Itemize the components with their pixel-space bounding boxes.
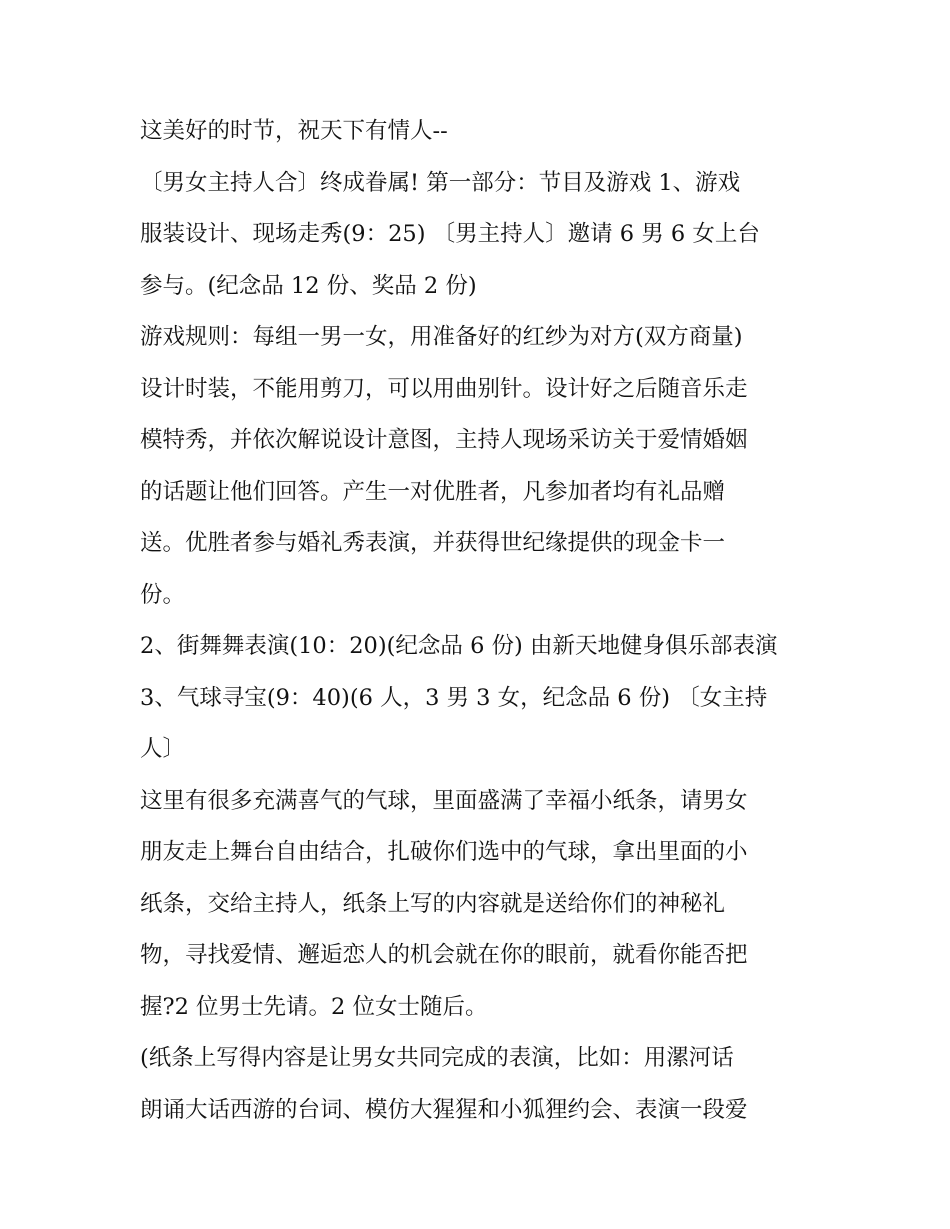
text-line-5: 游戏规则：每组一男一女，用准备好的红纱为对方(双方商量) — [140, 324, 743, 350]
text-line-9: 送。优胜者参与婚礼秀表演，并获得世纪缘提供的现金卡一 — [140, 530, 726, 556]
text-line-19: (纸条上写得内容是让男女共同完成的表演，比如：用漯河话 — [140, 1045, 734, 1071]
text-line-3: 服装设计、现场走秀(9：25) 〔男主持人〕邀请 6 男 6 女上台 — [140, 221, 760, 247]
text-line-1: 这美好的时节，祝天下有情人-- — [140, 118, 448, 144]
text-line-13: 人〕 — [140, 736, 186, 762]
text-line-17: 物，寻找爱情、邂逅恋人的机会就在你的眼前，就看你能否把 — [140, 942, 748, 968]
text-line-18: 握?2 位男士先请。2 位女士随后。 — [140, 993, 488, 1020]
document-body — [140, 106, 830, 1136]
text-line-6: 设计时装，不能用剪刀，可以用曲别针。设计好之后随音乐走 — [140, 375, 748, 402]
text-line-7: 模特秀，并依次解说设计意图，主持人现场采访关于爱情婚姻 — [140, 427, 748, 453]
text-line-2: 〔男女主持人合〕终成眷属! 第一部分：节目及游戏 1、游戏 — [140, 169, 741, 196]
text-line-15: 朋友走上舞台自由结合，扎破你们选中的气球，拿出里面的小 — [140, 839, 748, 865]
text-line-14: 这里有很多充满喜气的气球，里面盛满了幸福小纸条，请男女 — [140, 787, 748, 814]
text-line-12: 3、气球寻宝(9：40)(6 人，3 男 3 女，纪念品 6 份) 〔女主持 — [140, 684, 768, 711]
text-line-20: 朗诵大话西游的台词、模仿大猩猩和小狐狸约会、表演一段爱 — [140, 1096, 748, 1123]
text-line-10: 份。 — [140, 581, 186, 608]
text-line-16: 纸条，交给主持人，纸条上写的内容就是送给你们的神秘礼 — [140, 890, 726, 917]
text-line-8: 的话题让他们回答。产生一对优胜者，凡参加者均有礼品赠 — [140, 478, 726, 505]
text-line-11: 2、街舞舞表演(10：20)(纪念品 6 份) 由新天地健身俱乐部表演 — [140, 633, 778, 659]
text-line-4: 参与。(纪念品 12 份、奖品 2 份) — [140, 272, 477, 299]
